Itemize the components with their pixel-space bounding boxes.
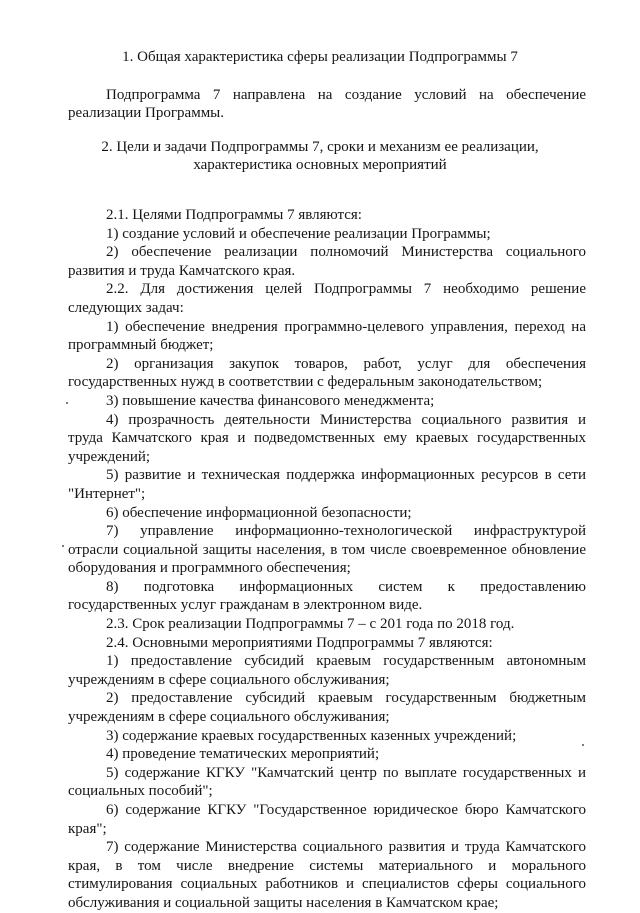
paragraph: 6) обеспечение информационной безопасности; xyxy=(106,504,412,521)
paragraph: 4) прозрачность деятельности Министерства социального развития и труда Камчатского края и подведомственных ему краевых государственных учреждений; xyxy=(68,411,586,465)
paragraph: 1) создание условий и обеспечение реализации Программы; xyxy=(106,225,491,242)
section2-body xyxy=(68,206,586,913)
scan-speck xyxy=(66,402,68,404)
paragraph: 2) обеспечение реализации полномочий Министерства социального развития и труда Камчатского края. xyxy=(68,244,586,279)
section1-text xyxy=(68,86,586,122)
scan-speck xyxy=(582,744,584,746)
paragraph: 2.2. Для достижения целей Подпрограммы 7 необходимо решение следующих задач: xyxy=(68,281,586,316)
paragraph: 5) развитие и техническая поддержка информационных ресурсов в сети "Интернет"; xyxy=(68,467,586,502)
paragraph: 2) организация закупок товаров, работ, услуг для обеспечения государственных нужд в соответствии с федеральным законодательством; xyxy=(68,355,586,391)
section1-paragraph: Подпрограмма 7 направлена на создание условий на обеспечение реализации Программы. xyxy=(68,87,586,121)
paragraph: 2.1. Целями Подпрограммы 7 являются: xyxy=(106,207,362,223)
paragraph: 3) содержание краевых государственных казенных учреждений; xyxy=(106,727,517,744)
paragraph: 6) содержание КГКУ "Государственное юридическое бюро Камчатского края"; xyxy=(68,802,586,837)
paragraph: 1) предоставление субсидий краевым государственным автономным учреждениям в сфере социального обслуживания; xyxy=(68,653,586,688)
paragraph: 7) содержание Министерства социального развития и труда Камчатского края, в том числе внедрение системы материального и морального стимулирования социальных работников и специалистов сферы социального обслуживания и социальной защиты населения в Камчатском крае; xyxy=(68,839,586,911)
paragraph: 4) проведение тематических мероприятий; xyxy=(106,746,380,763)
paragraph: 2.4. Основными мероприятиями Подпрограммы 7 являются: xyxy=(106,634,493,651)
section2-heading-line1: 2. Цели и задачи Подпрограммы 7, сроки и механизм ее реализации, xyxy=(101,139,539,155)
paragraph: 2.3. Срок реализации Подпрограммы 7 – с 201 года по 2018 год. xyxy=(106,616,515,633)
paragraph: 1) обеспечение внедрения программно-целевого управления, переход на программный бюджет; xyxy=(68,318,586,354)
paragraph: 3) повышение качества финансового менеджмента; xyxy=(106,392,435,409)
scan-speck xyxy=(62,545,64,547)
paragraph: 8) подготовка информационных систем к предоставлению государственных услуг гражданам в электронном виде. xyxy=(68,578,586,614)
paragraph: 7) управление информационно-технологической инфраструктурой отрасли социальной защиты населения, в том числе своевременное обновление оборудования и программного обеспечения; xyxy=(68,523,586,577)
section1-heading: 1. Общая характеристика сферы реализации Подпрограммы 7 xyxy=(122,49,518,65)
paragraph: 5) содержание КГКУ "Камчатский центр по выплате государственных и социальных пособий"; xyxy=(68,764,586,800)
paragraph: 2) предоставление субсидий краевым государственным бюджетным учреждениям в сфере социального обслуживания; xyxy=(68,690,586,726)
section2-heading-line2: характеристика основных мероприятий xyxy=(193,157,447,173)
